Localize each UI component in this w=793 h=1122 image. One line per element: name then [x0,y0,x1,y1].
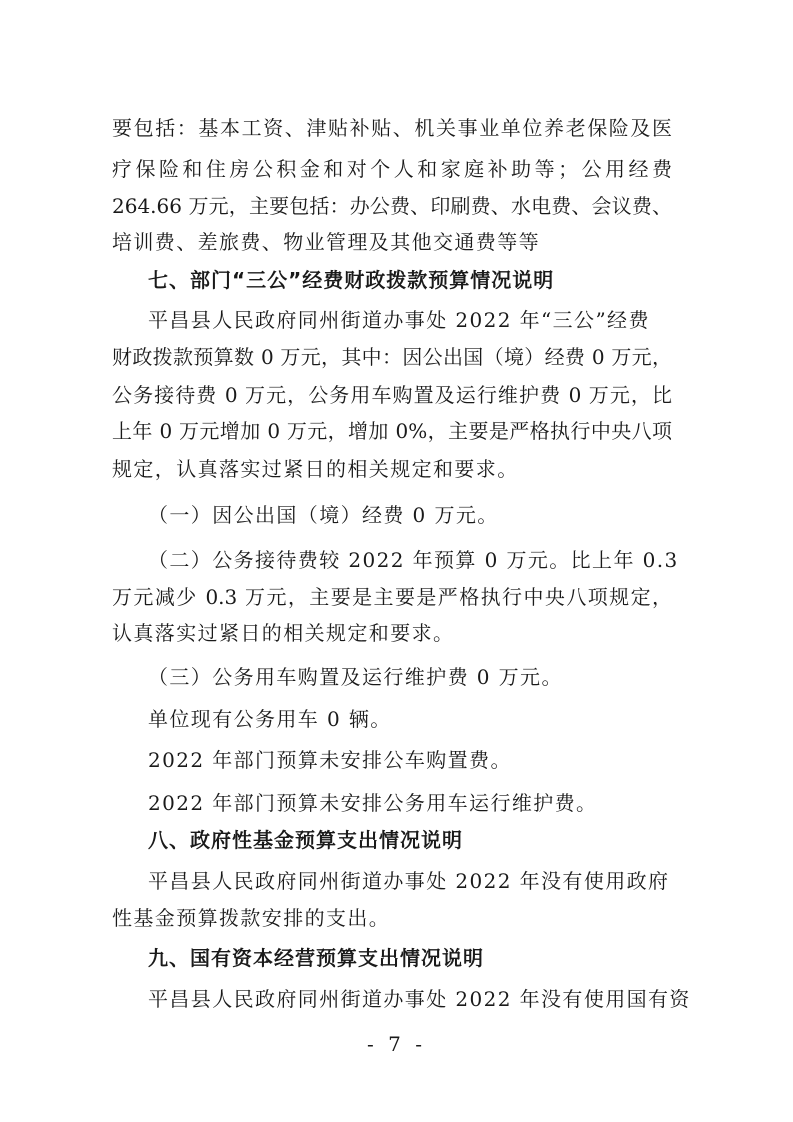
section-heading-9: 九、国有资本经营预算支出情况说明 [148,946,484,970]
body-line-13: 万元减少 0.3 万元，主要是主要是严格执行中央八项规定， [112,585,672,609]
page-number: - 7 - [367,1032,426,1056]
body-line-3: 264.66 万元，主要包括：办公费、印刷费、水电费、会议费、 [112,194,672,218]
body-line-17: 2022 年部门预算未安排公车购置费。 [148,748,512,772]
body-line-18: 2022 年部门预算未安排公务用车运行维护费。 [148,791,598,815]
body-line-21: 性基金预算拨款安排的支出。 [112,906,391,930]
sub-item-3: （三）公务用车购置及运行维护费 0 万元。 [148,665,563,689]
section-heading-8: 八、政府性基金预算支出情况说明 [148,828,463,852]
sub-item-2: （二）公务接待费较 2022 年预算 0 万元。比上年 0.3 [148,548,679,572]
section-heading-7: 七、部门“三公”经费财政拨款预算情况说明 [148,268,555,292]
body-line-14: 认真落实过紧日的相关规定和要求。 [112,621,455,645]
body-line-23: 平昌县人民政府同州街道办事处 2022 年没有使用国有资 [148,987,691,1011]
body-line-9: 上年 0 万元增加 0 万元，增加 0%，主要是严格执行中央八项 [112,419,672,443]
body-line-8: 公务接待费 0 万元，公务用车购置及运行维护费 0 万元，比 [112,383,672,407]
sub-item-1: （一）因公出国（境）经费 0 万元。 [148,503,499,527]
body-line-2: 疗保险和住房公积金和对个人和家庭补助等；公用经费 [112,157,672,181]
body-line-6: 平昌县人民政府同州街道办事处 2022 年“三公”经费 [148,308,650,332]
body-line-4: 培训费、差旅费、物业管理及其他交通费等等 [112,230,540,254]
body-line-16: 单位现有公务用车 0 辆。 [148,707,392,731]
body-line-7: 财政拨款预算数 0 万元，其中：因公出国（境）经费 0 万元， [112,345,672,369]
body-line-10: 规定，认真落实过紧日的相关规定和要求。 [112,457,519,481]
body-line-1: 要包括：基本工资、津贴补贴、机关事业单位养老保险及医 [112,116,672,140]
body-line-20: 平昌县人民政府同州街道办事处 2022 年没有使用政府 [148,869,670,893]
